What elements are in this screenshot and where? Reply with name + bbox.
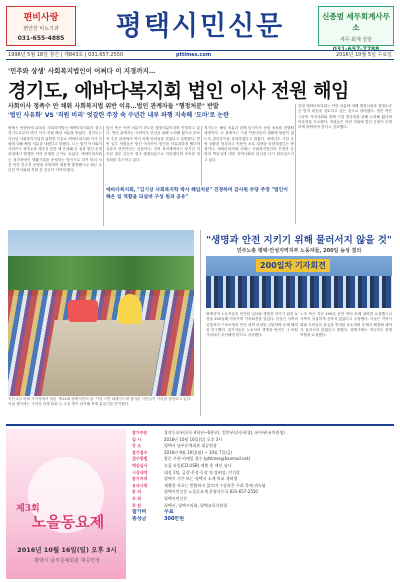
article-column-3: 경기도는 해임 처분과 함께 임시이사 선임 절차를 진행할 예정이다. 도 관계자는 시설 이용인들의 생활에 불편이 없도록 관리감독을 강화하겠다고 밝혔다. 평택시도 시설 운영 상황을 점검하고 이용인 보호 대책을 마련하겠다는 방침이다. 에바다복지회 사태는 사회복지법인의 투명한 운영과 책임성에 대한 지역사회의 관심을 다시 불러일으키고 있다. [204, 126, 294, 162]
festival-info-text: 평택시민신문 [164, 495, 188, 501]
festival-info-row [132, 516, 394, 523]
dateline [6, 50, 394, 60]
festival-info-text: 2016년 9월 19일(월) ~ 10월 7일(금) [164, 449, 233, 455]
right-ad-phone: 031-657-7788 [332, 46, 380, 53]
poster-date: 2016년 10월 16일(일) 오후 3시 [17, 546, 117, 554]
feature-column-1: 평택지역 노동자들이 안전한 일터와 생명을 지키기 위한 농성을 200일째 이어가며 기자회견을 열었다. 이들은 사측의 일방적인 구조조정과 안전 대책 미비를 규탄하며 문제 해결을 촉구했다. 참가자들은 노동자의 생명과 안전은 그 어떤 가치보다 우선해야 한다고 강조했다. [206, 312, 298, 338]
festival-info-text: 녹음 파일(CD·USB) 제출 후 예선 심사 [164, 462, 232, 468]
column-divider [295, 104, 296, 224]
festival-info-label: 주 최 [132, 495, 142, 501]
photo-caption: 지난 2일 평택 시가지에서 열린 '제14회 평택시민의 날' 기념 시민 퍼레이드에 참가한 시민들이 거리를 행진하고 있다. 이날 행사에는 시민과 단체 회원 등 수천 명이 참여해 축제 분위기를 만끽했다. [8, 397, 192, 406]
festival-info-label: 참가부문 [132, 430, 148, 435]
article-kicker: '민주와 상생' 사회복지법인이 어쩌다 이 지경까지… [8, 67, 156, 75]
dateline-issue: 1998년 5월 18일 창간 | 제843호 | 031.657.2550 [8, 52, 124, 58]
article-column-4: 한편 에바다복지회는 이번 처분에 대해 행정심판과 행정소송 등 법적 대응을 검토하고 있는 것으로 알려졌다. 법인 측은 그동안 지역사회와 함께 시설 정상화를 위해 노력해 왔다며 억울함을 호소했다. 직원들은 이번 기회에 법인 운영이 투명하게 바뀌어야 한다고 강조했다. [298, 104, 392, 130]
festival-info-text: 창작동요부(초등 4학년~6학년), 일반부(초등학생), 유아부(유치원생) [164, 430, 285, 435]
festival-info-label: 예선심사 [132, 462, 148, 468]
photo-crowd [206, 276, 392, 308]
article-column-1: 평택시 안중읍에 위치한 사회복지법인 에바다복지회가 결국 경기도로부터 법인 이사 전원 해임 처분을 받았다. 경기도는 지난달 사회복지사업법 위반을 이유로 에바다복지회 이사 전원에 대해 해임 처분을 내렸다고 밝혔다. 도는 법인 이사회가 사외이사 정족수를 채우지 못한 채 운영돼 온 점과 법인 운영 과정에서 발생한 여러 문제를 근거로 들었다. 에바다복지회는 청각장애인 생활시설을 운영하는 법인으로 과거 비리 사건 이후 민주적 운영을 표방하며 새롭게 출발했으나 최근 수년간 이사회와 직원 간 갈등이 이어져 왔다. [8, 126, 102, 173]
festival-poster[interactable] [6, 429, 126, 579]
festival-info-row [132, 437, 394, 444]
festival-info-row [132, 483, 394, 490]
poster-edition: 제3회 [16, 504, 40, 514]
column-divider [103, 126, 104, 226]
festival-info-label: 참가접수 [132, 449, 148, 455]
feature-photo[interactable] [206, 256, 392, 308]
photo-road [41, 320, 164, 396]
right-ad-title: 신종범 세무회계사무소 [322, 12, 390, 32]
festival-info-row [132, 443, 394, 450]
festival-info-text: 평택시, 평택시의회, 평택교육지원청 [164, 502, 228, 508]
article-subhead: 에바다복지회, "김기상 사회복지학 박사 해임처분" 진정하며 감사원 부당 주장 "법인이 해온 일 역할을 되살려 구성 원과 공유" [106, 188, 288, 200]
festival-info-row [132, 489, 394, 496]
feature-subheadline: 민주노총 평택·안성지역지부 노동자들, 200일 농성 결의 [236, 248, 362, 254]
festival-info-text: 2016년 10월 16일(일) 오후 3시 [164, 436, 223, 442]
left-ad-title: 편비사랑 [23, 13, 59, 23]
article-deck [8, 102, 288, 120]
parade-photo[interactable] [8, 230, 194, 396]
masthead-right-ad[interactable] [318, 6, 394, 53]
festival-info-text: 300만원 [164, 516, 185, 523]
feature-column-2: 노조 측은 지난 200일 동안 여러 차례 대화를 요청했으나 사측이 성실하게 응하지 않았다고 주장했다. 이들은 지역사회와 시민들의 관심과 연대를 호소하며 문제가 해결될 때까지 물러서지 않겠다고 밝혔다. 평택시에도 적극적인 중재 역할을 요청했다. [300, 312, 392, 338]
festival-info-row [132, 450, 394, 457]
festival-info-label: 유의사항 [132, 482, 148, 488]
festival-info-row [132, 430, 394, 437]
masthead [0, 0, 400, 62]
masthead-left-ad[interactable] [6, 6, 76, 46]
poster-venue: 평택시 남부문예회관 대공연장 [34, 558, 100, 564]
festival-info-label: 문 의 [132, 489, 142, 495]
festival-info-row [132, 463, 394, 470]
festival-info-text: 무료 [164, 509, 174, 516]
festival-info-row [132, 476, 394, 483]
newspaper-logo[interactable]: 평택시민신문 [115, 11, 285, 42]
festival-info-label: 접수방법 [132, 456, 148, 462]
feature-photo-banner: 200일차 기자회견 [256, 259, 330, 272]
festival-info-text: 방문·우편·이메일 접수 (pttimes@hanmail.net) [164, 456, 251, 462]
photo-parade-float [118, 294, 142, 324]
festival-info-list [132, 430, 394, 578]
festival-info-text: 평택시 남부문예회관 대공연장 [164, 443, 217, 449]
left-ad-subtitle: 편안한 비뇨기과 [23, 26, 59, 32]
feature-headline[interactable]: "생명과 안전 지키기 위해 물러서지 않을 것" [206, 235, 392, 246]
festival-info-label: 참가비 [132, 509, 147, 516]
festival-info-text: 평택시민신문 노을동요제 운영사무국 031-657-2550 [164, 489, 258, 495]
article-deck-line-1: 사회이사 정족수 안 채워 사회복지법 위반 이유…법인 관계자들 "행정처분" 반발 [8, 103, 219, 110]
photo-parade-float [68, 300, 98, 322]
festival-info-row [132, 456, 394, 463]
right-ad-subtitle: 세무·회계 상담 [339, 37, 373, 43]
poster-title: 노을동요제 [31, 513, 105, 531]
festival-info-text: 대상 1팀, 금상·은상·동상 및 장려상, 인기상 [164, 469, 240, 475]
article-column-1-continued [8, 210, 102, 226]
festival-info-row [132, 503, 394, 510]
festival-info-row [132, 496, 394, 503]
festival-info-label: 참가자격 [132, 476, 148, 482]
festival-info-label: 장 소 [132, 443, 142, 449]
festival-info-text: 제출한 자료는 반환하지 않으며 수상작은 주최 측에 귀속됨 [164, 482, 266, 488]
festival-info-label: 일 시 [132, 436, 142, 442]
dateline-date: 2016년 10월 5일 수요일 [335, 52, 392, 58]
dateline-website-link[interactable]: pttimes.com [176, 52, 212, 58]
article-column-2: 법인 측은 이번 처분이 과도한 행정처분이라며 반발하고 있다. 법인 관계자는 사외이사 선임을 위해 노력해 왔으나 후보자 추천 과정에서 여러 차례 어려움을 겪었다고 설명했다. 반면 일부 직원들은 법인 이사진이 법인을 사유화하려 했다며 처분이 당연하다는 입장이다. 지역 복지계에서는 장기간 지속된 내부 갈등이 결국 행정처분으로 이어졌다며 조속한 정상화를 촉구하고 있다. [106, 126, 200, 162]
article-deck-line-2: '법인 사유화' VS '직원 비리' 엇갈린 주장 속 수년간 내부 파행 지속해 '도마'로 논란 [8, 112, 230, 119]
festival-info-row [132, 470, 394, 477]
festival-advertisement[interactable] [6, 424, 394, 578]
festival-info-label: 시상내역 [132, 469, 148, 475]
left-ad-phone: 031-655-4885 [17, 35, 65, 42]
festival-info-row [132, 509, 394, 516]
festival-info-label: 후 원 [132, 502, 142, 508]
article-headline[interactable]: 경기도, 에바다복지회 법인 이사 전원 해임 [8, 80, 349, 102]
festival-info-label: 총상금 [132, 516, 147, 523]
section-divider [200, 230, 201, 416]
column-divider [201, 126, 202, 186]
festival-info-text: 평택시 거주 또는 평택시 소재 학교 재학생 [164, 476, 238, 482]
